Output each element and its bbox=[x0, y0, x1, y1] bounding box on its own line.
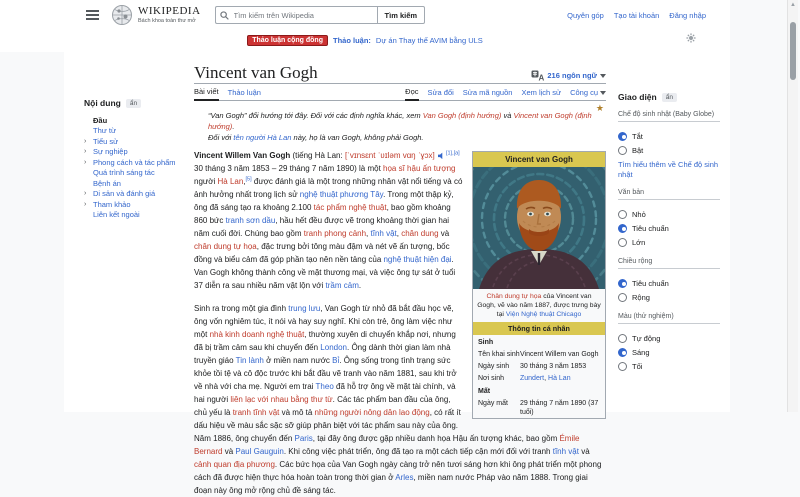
wiki-link[interactable]: Paris bbox=[294, 434, 313, 443]
wiki-link[interactable]: tĩnh vật bbox=[552, 447, 579, 456]
red-link[interactable]: chân dung bbox=[401, 229, 439, 238]
red-link[interactable]: tranh phong cảnh bbox=[303, 229, 367, 238]
banner-discussion-link[interactable]: Dự án Thay thế AVIM bằng ULS bbox=[375, 35, 483, 45]
radio-width-standard[interactable]: Tiêu chuẩn bbox=[618, 276, 720, 290]
wiki-link[interactable]: Hà Lan bbox=[548, 374, 571, 382]
toc-item-di-san[interactable]: › Di sản và đánh giá bbox=[84, 189, 156, 199]
text-size-label: Văn bản bbox=[618, 189, 720, 200]
wiki-link[interactable]: tên người Hà Lan bbox=[233, 133, 292, 142]
hatnote bbox=[194, 110, 606, 143]
radio-unselected-icon[interactable] bbox=[618, 334, 627, 343]
toc-item-qua-trinh[interactable]: Quá trình sáng tác bbox=[93, 168, 155, 178]
languages-count: 216 ngôn ngữ bbox=[547, 71, 597, 80]
chevron-right-icon[interactable]: › bbox=[84, 190, 87, 198]
wiki-link[interactable]: Tin lành bbox=[235, 356, 264, 365]
wiki-link[interactable]: trung lưu bbox=[288, 304, 321, 313]
red-link[interactable]: [ˈvɪnsɛnt ˈʋɪləm vɑŋ ˈɣɔx] bbox=[344, 151, 435, 160]
translate-icon bbox=[531, 70, 544, 81]
radio-selected-icon[interactable] bbox=[618, 132, 627, 141]
toc-list bbox=[84, 115, 190, 220]
red-link[interactable]: Chân dung tự họa bbox=[486, 293, 542, 300]
red-link[interactable]: liên lạc với nhau bằng thư từ bbox=[230, 395, 333, 404]
radio-birthday-on[interactable]: Bật bbox=[618, 143, 720, 157]
toc-item-su-nghiep[interactable]: › Sự nghiệp bbox=[84, 147, 128, 157]
logo-subtitle: Bách khoa toàn thư mở bbox=[138, 17, 196, 24]
wiki-link[interactable]: Bỉ bbox=[332, 356, 340, 365]
toc-hide-button[interactable]: ẩn bbox=[126, 99, 141, 108]
red-link[interactable]: tranh tĩnh vật bbox=[232, 408, 280, 417]
width-label: Chiều rộng bbox=[618, 258, 720, 269]
speaker-icon[interactable] bbox=[438, 152, 445, 159]
hamburger-menu-icon[interactable] bbox=[86, 10, 99, 20]
red-link[interactable]: Van Gogh (định hướng) bbox=[422, 111, 502, 120]
tab-article[interactable]: Bài viết bbox=[194, 87, 219, 101]
featured-article-star-icon[interactable]: ★ bbox=[595, 103, 604, 113]
color-label: Màu (thử nghiệm) bbox=[618, 313, 720, 324]
radio-color-dark[interactable]: Tối bbox=[618, 359, 720, 373]
tab-talk[interactable]: Thảo luận bbox=[227, 88, 261, 97]
article-tab-bar bbox=[194, 84, 606, 101]
wiki-link[interactable]: nghệ thuật phương Tây bbox=[299, 190, 384, 199]
wiki-link[interactable]: Zundert bbox=[520, 374, 545, 382]
wiki-link[interactable]: tĩnh vật bbox=[370, 229, 397, 238]
radio-unselected-icon[interactable] bbox=[618, 146, 627, 155]
red-link[interactable]: nhà kinh doanh nghệ thuật bbox=[209, 330, 305, 339]
infobox-title: Vincent van Gogh bbox=[473, 152, 605, 167]
toc-item-lien-ket-ngoai[interactable]: Liên kết ngoài bbox=[93, 210, 140, 220]
infobox-row-deathdate: Ngày mất 29 tháng 7 năm 1890 (37 tuổi) bbox=[478, 399, 599, 416]
article-body bbox=[194, 101, 606, 497]
hatnote-line-2: Đối với tên người Hà Lan này, họ là van Gogh, không phải Gogh. bbox=[208, 133, 424, 142]
red-link[interactable]: tác phẩm nghệ thuật bbox=[313, 203, 387, 212]
chevron-right-icon[interactable]: › bbox=[84, 158, 87, 166]
red-link[interactable]: Vincent van Gogh (định hướng) bbox=[208, 111, 592, 131]
content-column bbox=[194, 52, 606, 495]
scrollbar-thumb[interactable] bbox=[790, 22, 796, 80]
toc-item-tieu-su[interactable]: › Tiểu sử bbox=[84, 136, 119, 146]
radio-text-large[interactable]: Lớn bbox=[618, 235, 720, 249]
wiki-link[interactable]: Arles bbox=[395, 473, 414, 482]
infobox-section-personal: Thông tin cá nhân bbox=[473, 322, 605, 335]
infobox-row-birthdate: Ngày sinh 30 tháng 3 năm 1853 bbox=[478, 362, 587, 370]
wiki-link[interactable]: nghệ thuật hiện đại bbox=[383, 255, 452, 264]
lead-paragraph-2: Sinh ra trong một gia đình trung lưu, Van Gogh từ nhỏ đã bắt đầu học vẽ, ông vốn nghiêm túc, ít nói và hay suy nghĩ. Khi còn trẻ, ông làm việc như một nhà kinh doanh nghệ thuật, thường xuyên di chuyển khắp nơi, nhưng đã bị trầm cảm sau khi chuyển đến London. Ông dành thời gian làm nhà truyền giáo Tin lành ở miền nam nước Bỉ. Ông sống trong tình trạng sức khỏe tồi tệ và cô độc trước khi bắt đầu vẽ tranh vào năm 1881, sau khi trở về nhà với cha mẹ. Người em trai Theo đã hỗ trợ ông về mặt tài chính, và hai người liên lạc với nhau bằng thư từ. Các tác phẩm ban đầu của ông, chủ yếu là tranh tĩnh vật và mô tả những người nông dân lao động, có rất ít dấu hiệu về màu sắc sặc sỡ giúp phân biệt với tác phẩm sau này của ông. Năm 1886, ông chuyển đến Paris, tại đây ông được gặp nhiều danh họa Hậu ấn tượng khác, bao gồm Émile Bernard và Paul Gauguin. Khi công việc phát triển, ông đã tạo ra một cách tiếp cận mới đối với tranh tĩnh vật và cảnh quan địa phương. Các bức họa của Van Gogh ngày càng trở nên tươi sáng hơn khi ông phát triển một phong cách đã được hiện thực hóa hoàn toàn trong thời gian ở Arles, miền nam nước Pháp vào năm 1888. Trong giai đoạn này ông mở rộng chủ đề sáng tác. bbox=[194, 304, 602, 495]
tab-edit-source[interactable]: Sửa mã nguồn bbox=[462, 88, 513, 97]
wiki-link[interactable]: Paul Gauguin bbox=[235, 447, 284, 456]
lead-paragraph-1: Vincent Willem Van Gogh (tiếng Hà Lan: [ˈvɪnsɛnt ˈʋɪləm vɑŋ ˈɣɔx] [1],[a] 30 tháng 3 năm 1853 – 29 tháng 7 năm 1890) là một họa sĩ hậu ấn tượng người Hà Lan,[5] được đánh giá là một trong những nhân vật nổi tiếng và có ảnh hưởng nhất trong lịch sử nghệ thuật phương Tây. Trong một thập kỷ, ông đã sáng tạo ra khoảng 2.100 tác phẩm nghệ thuật, bao gồm khoảng 860 bức tranh sơn dầu, hầu hết đều được vẽ trong khoảng thời gian hai năm cuối đời. Chúng bao gồm tranh phong cảnh, tĩnh vật, chân dung và chân dung tự họa, đặc trưng bởi tông màu đậm và nét vẽ ấn tượng, bốc đồng và biểu cảm đã góp phần tạo nên nền tảng của nghệ thuật hiện đại. Van Gogh không thành công về mặt thương mại, và việc ông tự sát ở tuổi 37 diễn ra sau nhiều năm vật lộn với trầm cảm. bbox=[194, 150, 463, 290]
appearance-title: Giao diện bbox=[618, 92, 657, 102]
radio-unselected-icon[interactable] bbox=[618, 362, 627, 371]
global-header bbox=[0, 0, 730, 30]
tab-history[interactable]: Xem lịch sử bbox=[521, 88, 562, 97]
infobox-row-birthplace: Nơi sinh Zundert, Hà Lan bbox=[478, 374, 571, 382]
main-area bbox=[64, 52, 730, 495]
red-link[interactable]: Émile Bernard bbox=[194, 434, 580, 456]
infobox-caption: Chân dung tự họa của Vincent van Gogh, vẽ vào năm 1887, được trưng bày tại Viện Nghệ thuật Chicago bbox=[477, 293, 601, 318]
logo-title: WIKIPEDIA bbox=[138, 5, 201, 17]
wiki-link[interactable]: Theo bbox=[315, 382, 334, 391]
radio-unselected-icon[interactable] bbox=[618, 210, 627, 219]
van-gogh-self-portrait-image[interactable] bbox=[473, 167, 605, 289]
vertical-scrollbar[interactable] bbox=[787, 0, 798, 412]
wiki-link[interactable]: London bbox=[320, 343, 347, 352]
search-input-box bbox=[215, 6, 377, 24]
toc-item-phong-cach[interactable]: › Phong cách và tác phẩm bbox=[84, 157, 176, 167]
radio-text-small[interactable]: Nhỏ bbox=[618, 207, 720, 221]
hatnote-line-1: “Van Gogh” đổi hướng tới đây. Đối với các định nghĩa khác, xem Van Gogh (định hướng) và Vincent van Gogh (định hướng). bbox=[208, 111, 592, 131]
chevron-right-icon[interactable]: › bbox=[84, 137, 87, 145]
radio-color-light[interactable]: Sáng bbox=[618, 345, 720, 359]
svg-text:A: A bbox=[538, 73, 545, 81]
toc-item-tham-khao[interactable]: › Tham khảo bbox=[84, 199, 131, 209]
search-icon bbox=[220, 11, 229, 20]
wikipedia-wordmark bbox=[138, 6, 201, 24]
appearance-panel bbox=[606, 52, 730, 412]
search-bar bbox=[215, 6, 426, 24]
tab-edit[interactable]: Sửa đổi bbox=[427, 88, 454, 97]
radio-unselected-icon[interactable] bbox=[618, 238, 627, 247]
scrollbar-up-arrow-icon[interactable]: ▲ bbox=[790, 2, 796, 8]
radio-selected-icon[interactable] bbox=[618, 224, 627, 233]
bold-text: Vincent Willem Van Gogh bbox=[194, 151, 291, 160]
red-link[interactable]: Hà Lan bbox=[217, 177, 244, 186]
create-account-link[interactable]: Tạo tài khoản bbox=[613, 10, 660, 20]
wiki-link[interactable]: trầm cảm bbox=[325, 281, 359, 290]
infobox-group-death: Mất bbox=[478, 388, 491, 395]
tab-read[interactable]: Đọc bbox=[405, 87, 418, 101]
radio-width-wide[interactable]: Rộng bbox=[618, 290, 720, 304]
table-of-contents bbox=[64, 52, 194, 412]
sitenotice-banner bbox=[0, 30, 730, 50]
donate-link[interactable]: Quyên góp bbox=[567, 10, 604, 20]
wiki-link[interactable]: tranh sơn dầu bbox=[225, 216, 276, 225]
toc-item-thu-tu[interactable]: Thư từ bbox=[93, 126, 116, 136]
reference-link[interactable]: [1],[a] bbox=[445, 150, 460, 157]
red-link[interactable]: những người nông dân lao động bbox=[314, 408, 430, 417]
tools-menu[interactable]: Công cụ bbox=[570, 88, 606, 100]
toc-title: Nội dung bbox=[84, 98, 121, 108]
wikipedia-globe-icon bbox=[111, 4, 133, 26]
toc-item-benh-an[interactable]: Bệnh án bbox=[93, 178, 121, 188]
infobox-group-birth: Sinh bbox=[478, 339, 494, 346]
search-input[interactable] bbox=[232, 10, 373, 21]
community-discussion-badge[interactable]: Thảo luận cộng đồng bbox=[247, 35, 328, 46]
toc-item-dau[interactable]: Đầu bbox=[93, 115, 108, 125]
user-links bbox=[567, 11, 730, 20]
page-title: Vincent van Gogh bbox=[194, 63, 318, 82]
login-link[interactable]: Đăng nhập bbox=[669, 10, 706, 20]
red-link[interactable]: chân dung tự họa bbox=[194, 242, 257, 251]
search-button[interactable]: Tìm kiếm bbox=[377, 6, 426, 24]
radio-selected-icon[interactable] bbox=[618, 279, 627, 288]
radio-unselected-icon[interactable] bbox=[618, 293, 627, 302]
birthday-learn-more-link[interactable]: Tìm hiểu thêm về Chế độ sinh nhật bbox=[618, 160, 719, 179]
reference-link[interactable]: [5] bbox=[245, 176, 252, 183]
languages-button[interactable] bbox=[531, 70, 606, 81]
radio-text-standard[interactable]: Tiêu chuẩn bbox=[618, 221, 720, 235]
banner-discussion-prefix[interactable]: Thảo luận: bbox=[332, 35, 371, 45]
radio-birthday-off[interactable]: Tắt bbox=[618, 129, 720, 143]
top-sheet bbox=[0, 0, 730, 52]
banner-settings-gear-icon[interactable] bbox=[686, 33, 696, 45]
chevron-right-icon[interactable]: › bbox=[84, 148, 87, 156]
infobox bbox=[472, 151, 606, 419]
red-link[interactable]: cảnh quan địa phương bbox=[194, 460, 275, 469]
infobox-row-birthname: Tên khai sinh Vincent Willem van Gogh bbox=[478, 350, 599, 358]
radio-selected-icon[interactable] bbox=[618, 348, 627, 357]
birthday-mode-label: Chế độ sinh nhật (Baby Globe) bbox=[618, 111, 720, 122]
appearance-hide-button[interactable]: ẩn bbox=[662, 93, 677, 102]
radio-color-auto[interactable]: Tự động bbox=[618, 331, 720, 345]
wikipedia-logo[interactable] bbox=[111, 4, 201, 26]
chevron-right-icon[interactable]: › bbox=[84, 200, 87, 208]
wiki-link[interactable]: Viện Nghệ thuật Chicago bbox=[505, 311, 582, 318]
red-link[interactable]: họa sĩ hậu ấn tượng bbox=[383, 164, 456, 173]
